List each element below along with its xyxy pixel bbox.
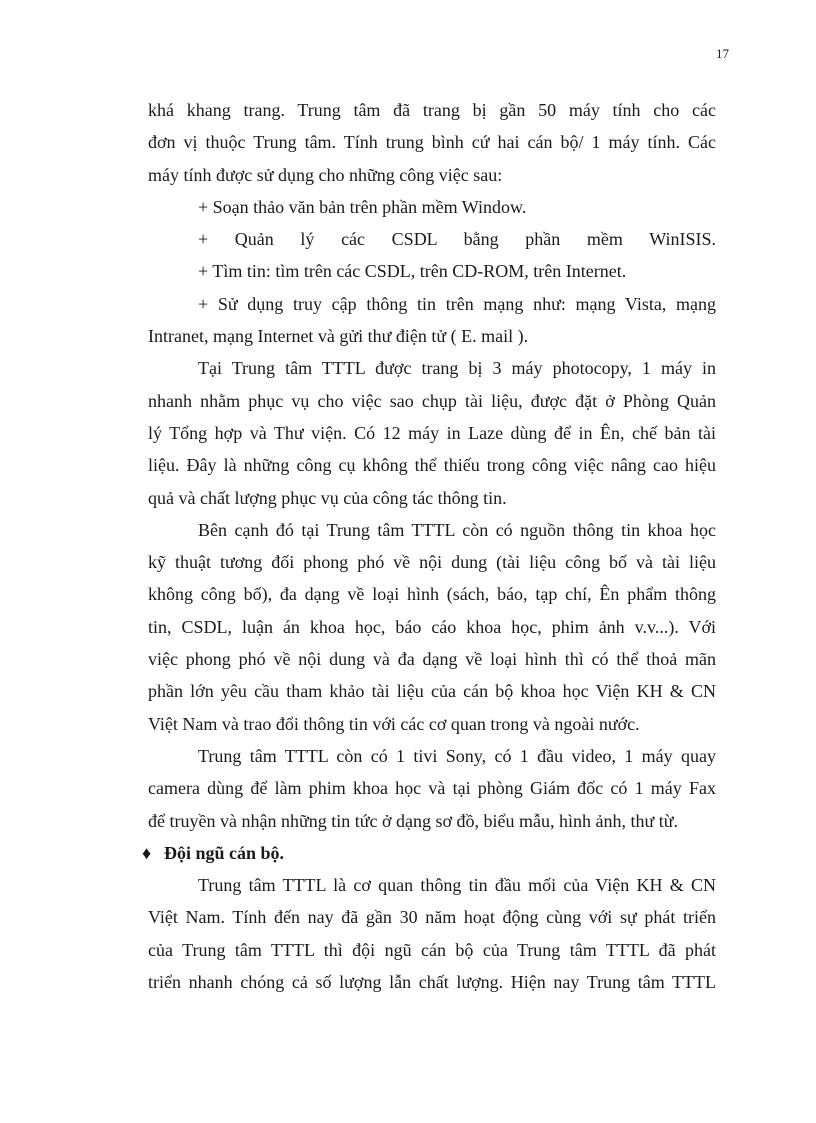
paragraph-start: Trung tâm TTTL còn có 1 tivi Sony, có 1 đầu video, 1 máy quay bbox=[198, 745, 716, 766]
paragraph-start: Bên cạnh đó tại Trung tâm TTTL còn có nguồn thông tin khoa học bbox=[198, 519, 716, 540]
body-line: Việt Nam và trao đổi thông tin với các cơ quan trong và ngoài nước. bbox=[148, 713, 640, 734]
section-heading bbox=[142, 837, 716, 869]
body-line: khá khang trang. Trung tâm đã trang bị gần 50 máy tính cho các bbox=[148, 100, 716, 120]
body-line: phần lớn yêu cầu tham khảo tài liệu của cán bộ khoa học Viện KH & CN bbox=[148, 681, 716, 702]
list-item: + Tìm tin: tìm trên các CSDL, trên CD-ROM, trên Internet. bbox=[198, 261, 627, 282]
list-item: + Quản lý các CSDL bằng phần mềm WinISIS. bbox=[198, 229, 716, 250]
body-line: của Trung tâm TTTL thì đội ngũ cán bộ của Trung tâm TTTL đã phát bbox=[148, 939, 716, 960]
body-line: kỹ thuật tương đối phong phó về nội dung (tài liệu công bố và tài liệu bbox=[148, 552, 716, 573]
body-line: việc phong phó về nội dung và đa dạng về loại hình thì có thể thoả mãn bbox=[148, 649, 716, 670]
body-line: lý Tổng hợp và Thư viện. Có 12 máy in Laze dùng để in Ên, chế bản tài bbox=[148, 422, 716, 443]
body-line: máy tính được sử dụng cho những công việc sau: bbox=[148, 164, 503, 185]
body-line: tin, CSDL, luận án khoa học, báo cáo khoa học, phim ảnh v.v...). Với bbox=[148, 616, 716, 637]
body-line: Việt Nam. Tính đến nay đã gần 30 năm hoạt động cùng với sự phát triển bbox=[148, 907, 716, 928]
page-body bbox=[142, 94, 716, 998]
body-line: liệu. Đây là những công cụ không thể thiếu trong công việc nâng cao hiệu bbox=[148, 455, 716, 476]
body-line: camera dùng để làm phim khoa học và tại phòng Giám đốc có 1 máy Fax bbox=[148, 778, 716, 799]
body-line: triển nhanh chóng cả số lượng lẫn chất lượng. Hiện nay Trung tâm TTTL bbox=[148, 972, 716, 993]
body-line: để truyền và nhận những tin tức ở dạng sơ đồ, biểu mẫu, hình ảnh, thư từ. bbox=[148, 810, 678, 831]
paragraph-start: Tại Trung tâm TTTL được trang bị 3 máy photocopy, 1 máy in bbox=[198, 358, 716, 379]
body-line: không công bố), đa dạng về loại hình (sách, báo, tạp chí, Ên phẩm thông bbox=[148, 584, 716, 605]
paragraph-start: Trung tâm TTTL là cơ quan thông tin đầu mối của Viện KH & CN bbox=[198, 875, 716, 896]
body-line: Intranet, mạng Internet và gửi thư điện tử ( E. mail ). bbox=[148, 326, 529, 347]
body-line: đơn vị thuộc Trung tâm. Tính trung bình cứ hai cán bộ/ 1 máy tính. Các bbox=[148, 132, 716, 153]
list-item: + Sử dụng truy cập thông tin trên mạng như: mạng Vista, mạng bbox=[198, 293, 716, 314]
page-number: 17 bbox=[716, 46, 729, 61]
diamond-bullet-icon: ♦ bbox=[142, 842, 152, 863]
body-line: quả và chất lượng phục vụ của công tác thông tin. bbox=[148, 487, 507, 508]
section-heading-text: Đội ngũ cán bộ. bbox=[164, 842, 285, 863]
list-item: + Soạn thảo văn bản trên phần mềm Window. bbox=[198, 196, 527, 217]
body-line: nhanh nhằm phục vụ cho việc sao chụp tài liệu, được đặt ở Phòng Quản bbox=[148, 390, 716, 411]
